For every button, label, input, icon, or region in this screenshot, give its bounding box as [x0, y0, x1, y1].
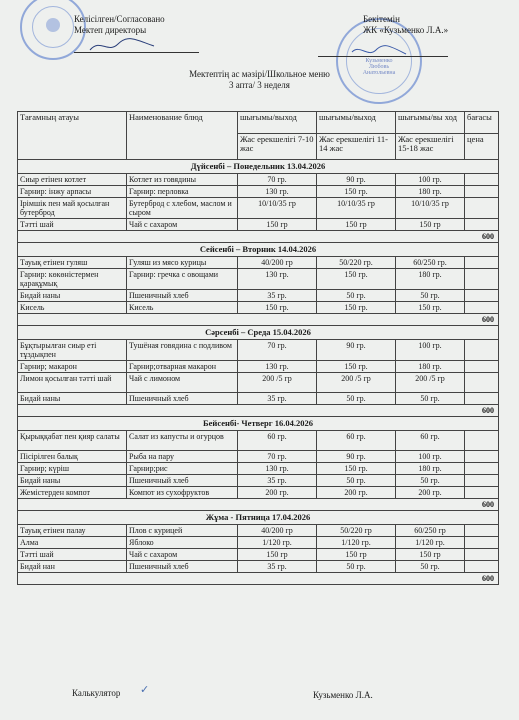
- portion-15-18: 180 гр.: [396, 269, 465, 290]
- day-title: Сейсенбі – Вторник 14.04.2026: [18, 243, 499, 257]
- table-row: [18, 174, 499, 186]
- dish-name-kz: Гарнир: көкөністермен қарақұмық: [18, 269, 127, 290]
- day-total-price: 600: [18, 499, 499, 511]
- price-cell: [465, 373, 499, 393]
- portion-7-10: 10/10/35 гр: [238, 198, 317, 219]
- dish-name-kz: Ірімшік пен май қосылған бутерброд: [18, 198, 127, 219]
- portion-11-14: 50 гр.: [317, 561, 396, 573]
- portion-7-10: 130 гр.: [238, 463, 317, 475]
- table-row: [18, 463, 499, 475]
- portion-7-10: 130 гр.: [238, 269, 317, 290]
- dish-name-kz: Жемістерден компот: [18, 487, 127, 499]
- dish-name-kz: Лимон қосылған тәтті шай: [18, 373, 127, 393]
- dish-name-ru: Чай с сахаром: [127, 549, 238, 561]
- portion-7-10: 35 гр.: [238, 475, 317, 487]
- approver-signature: [350, 42, 410, 60]
- portion-7-10: 60 гр.: [238, 431, 317, 451]
- portion-15-18: 150 гр: [396, 219, 465, 231]
- day-total-row: [18, 314, 499, 326]
- table-row: [18, 393, 499, 405]
- table-row: [18, 451, 499, 463]
- table-row: [18, 186, 499, 198]
- price-cell: [465, 361, 499, 373]
- dish-name-ru: Чай с лимоном: [127, 373, 238, 393]
- portion-15-18: 150 гр: [396, 549, 465, 561]
- price-cell: [465, 257, 499, 269]
- director-signature: [88, 36, 158, 56]
- dish-name-kz: Тауық етінен палау: [18, 525, 127, 537]
- day-total-row: [18, 231, 499, 243]
- day-title: Сәрсенбі – Среда 15.04.2026: [18, 326, 499, 340]
- table-row: [18, 219, 499, 231]
- dish-name-ru: Бутерброд с хлебом, маслом и сыром: [127, 198, 238, 219]
- portion-15-18: 100 гр.: [396, 451, 465, 463]
- table-row: [18, 525, 499, 537]
- price-cell: [465, 487, 499, 499]
- day-header-row: [18, 160, 499, 174]
- portion-11-14: 200 гр.: [317, 487, 396, 499]
- menu-table: [17, 111, 499, 585]
- dish-name-kz: Сиыр етінен котлет: [18, 174, 127, 186]
- school-director-label: Мектеп директоры: [74, 25, 147, 35]
- day-total-row: [18, 405, 499, 417]
- table-row: [18, 269, 499, 290]
- dish-name-kz: Бидай нан: [18, 561, 127, 573]
- dish-name-ru: Гарнир: перловка: [127, 186, 238, 198]
- day-total-price: 600: [18, 573, 499, 585]
- approve-label: Бекітемін: [363, 14, 400, 24]
- portion-7-10: 1/120 гр.: [238, 537, 317, 549]
- dish-name-kz: Кисель: [18, 302, 127, 314]
- checkmark-icon: ✓: [140, 684, 150, 696]
- portion-11-14: 50 гр.: [317, 393, 396, 405]
- price-cell: [465, 451, 499, 463]
- price-cell: [465, 537, 499, 549]
- entrepreneur-label: ЖК «Кузьменко Л.А.»: [363, 25, 449, 35]
- dish-name-ru: Компот из сухофруктов: [127, 487, 238, 499]
- portion-7-10: 40/200 гр: [238, 525, 317, 537]
- table-row: [18, 290, 499, 302]
- portion-15-18: 100 гр.: [396, 174, 465, 186]
- table-row: [18, 361, 499, 373]
- dish-name-ru: Пшеничный хлеб: [127, 475, 238, 487]
- price-cell: [465, 219, 499, 231]
- portion-11-14: 90 гр.: [317, 451, 396, 463]
- table-row: [18, 475, 499, 487]
- portion-7-10: 70 гр.: [238, 340, 317, 361]
- price-cell: [465, 475, 499, 487]
- portion-15-18: 200 /5 гр: [396, 373, 465, 393]
- portion-11-14: 150 гр.: [317, 463, 396, 475]
- menu-table-body: [18, 160, 499, 585]
- portion-11-14: 50/220 гр: [317, 525, 396, 537]
- table-row: [18, 373, 499, 393]
- portion-15-18: 1/120 гр.: [396, 537, 465, 549]
- portion-11-14: 10/10/35 гр: [317, 198, 396, 219]
- portion-11-14: 150 гр: [317, 219, 396, 231]
- portion-7-10: 150 гр: [238, 219, 317, 231]
- dish-name-ru: Котлет из говядины: [127, 174, 238, 186]
- dish-name-kz: Тәтті шай: [18, 219, 127, 231]
- header-age-11-14: Жас ерекшелігі 11-14 жас: [317, 134, 396, 160]
- day-total-price: 600: [18, 231, 499, 243]
- dish-name-ru: Чай с сахаром: [127, 219, 238, 231]
- stamp-owner-line1: Кузьменко: [365, 58, 393, 64]
- portion-7-10: 70 гр.: [238, 451, 317, 463]
- portion-15-18: 50 гр.: [396, 290, 465, 302]
- dish-name-kz: Бидай наны: [18, 290, 127, 302]
- price-cell: [465, 174, 499, 186]
- dish-name-ru: Яблоко: [127, 537, 238, 549]
- dish-name-kz: Гарнир: інжу арпасы: [18, 186, 127, 198]
- portion-11-14: 150 гр.: [317, 186, 396, 198]
- table-row: [18, 302, 499, 314]
- table-row: [18, 537, 499, 549]
- dish-name-kz: Бұқтырылған сиыр еті тұздықпен: [18, 340, 127, 361]
- footer-signatory: Кузьменко Л.А.: [313, 690, 373, 700]
- price-cell: [465, 290, 499, 302]
- day-title: Жұма - Пятница 17.04.2026: [18, 511, 499, 525]
- menu-title-line2: 3 апта/ 3 неделя: [229, 80, 290, 90]
- header-price-ru: цена: [465, 134, 499, 160]
- header-output-1: шығымы/выход: [238, 112, 317, 134]
- header-output-3: шығымы/вы ход: [396, 112, 465, 134]
- portion-11-14: 50 гр.: [317, 290, 396, 302]
- dish-name-ru: Пшеничный хлеб: [127, 393, 238, 405]
- dish-name-kz: Алма: [18, 537, 127, 549]
- portion-15-18: 50 гр.: [396, 475, 465, 487]
- header-age-7-10: Жас ерекшелігі 7-10 жас: [238, 134, 317, 160]
- table-row: [18, 487, 499, 499]
- price-cell: [465, 463, 499, 475]
- header-age-15-18: Жас ерекшелігі 15-18 жас: [396, 134, 465, 160]
- dish-name-kz: Бидай наны: [18, 393, 127, 405]
- portion-15-18: 150 гр.: [396, 302, 465, 314]
- menu-title: [0, 69, 519, 91]
- table-row: [18, 340, 499, 361]
- portion-15-18: 50 гр.: [396, 561, 465, 573]
- portion-11-14: 150 гр.: [317, 269, 396, 290]
- day-header-row: [18, 511, 499, 525]
- portion-15-18: 50 гр.: [396, 393, 465, 405]
- day-title: Бейсенбі- Четверг 16.04.2026: [18, 417, 499, 431]
- dish-name-ru: Салат из капусты и огурцов: [127, 431, 238, 451]
- portion-11-14: 150 гр.: [317, 302, 396, 314]
- portion-15-18: 180 гр.: [396, 186, 465, 198]
- table-row: [18, 549, 499, 561]
- dish-name-ru: Гарнир: гречка с овощами: [127, 269, 238, 290]
- header-name-kz: Тағамның атауы: [18, 112, 127, 160]
- price-cell: [465, 549, 499, 561]
- price-cell: [465, 198, 499, 219]
- table-row: [18, 431, 499, 451]
- price-cell: [465, 525, 499, 537]
- portion-15-18: 180 гр.: [396, 463, 465, 475]
- portion-7-10: 35 гр.: [238, 561, 317, 573]
- portion-11-14: 90 гр.: [317, 174, 396, 186]
- portion-11-14: 50/220 гр.: [317, 257, 396, 269]
- agreed-label: Келісілген/Согласовано: [74, 14, 165, 24]
- price-cell: [465, 431, 499, 451]
- portion-15-18: 100 гр.: [396, 340, 465, 361]
- price-cell: [465, 340, 499, 361]
- portion-15-18: 200 гр.: [396, 487, 465, 499]
- dish-name-ru: Гарнир;рис: [127, 463, 238, 475]
- dish-name-kz: Тәтті шай: [18, 549, 127, 561]
- dish-name-kz: Тауық етінен гуляш: [18, 257, 127, 269]
- portion-15-18: 10/10/35 гр: [396, 198, 465, 219]
- portion-11-14: 150 гр.: [317, 361, 396, 373]
- day-total-price: 600: [18, 314, 499, 326]
- dish-name-ru: Плов с курицей: [127, 525, 238, 537]
- day-total-row: [18, 499, 499, 511]
- portion-11-14: 90 гр.: [317, 340, 396, 361]
- price-cell: [465, 302, 499, 314]
- menu-title-line1: Мектептің ас мәзірі/Школьное меню: [189, 69, 330, 79]
- footer-calculator: Калькулятор: [72, 688, 121, 698]
- portion-7-10: 70 гр.: [238, 174, 317, 186]
- portion-7-10: 40/200 гр: [238, 257, 317, 269]
- table-row: [18, 561, 499, 573]
- approval-right-block: [363, 14, 448, 36]
- header-price: бағасы: [465, 112, 499, 134]
- dish-name-ru: Рыба на пару: [127, 451, 238, 463]
- portion-7-10: 200 /5 гр: [238, 373, 317, 393]
- stamp-owner-line3: Анатольевна: [362, 70, 396, 76]
- day-total-row: [18, 573, 499, 585]
- table-row: [18, 257, 499, 269]
- day-total-price: 600: [18, 405, 499, 417]
- dish-name-ru: Гарнир;отварная макарон: [127, 361, 238, 373]
- portion-7-10: 35 гр.: [238, 393, 317, 405]
- approval-left-block: [74, 14, 165, 36]
- dish-name-kz: Бидай наны: [18, 475, 127, 487]
- day-header-row: [18, 243, 499, 257]
- header-output-2: шығымы/выход: [317, 112, 396, 134]
- price-cell: [465, 393, 499, 405]
- day-header-row: [18, 417, 499, 431]
- dish-name-ru: Кисель: [127, 302, 238, 314]
- price-cell: [465, 269, 499, 290]
- portion-11-14: 1/120 гр.: [317, 537, 396, 549]
- portion-11-14: 150 гр: [317, 549, 396, 561]
- dish-name-ru: Пшеничный хлеб: [127, 561, 238, 573]
- portion-7-10: 130 гр.: [238, 186, 317, 198]
- portion-11-14: 50 гр.: [317, 475, 396, 487]
- dish-name-ru: Пшеничный хлеб: [127, 290, 238, 302]
- portion-15-18: 60 гр.: [396, 431, 465, 451]
- day-header-row: [18, 326, 499, 340]
- dish-name-kz: Гарнир; күріш: [18, 463, 127, 475]
- portion-7-10: 35 гр.: [238, 290, 317, 302]
- dish-name-ru: Тушёная говядина с подливом: [127, 340, 238, 361]
- portion-7-10: 200 гр.: [238, 487, 317, 499]
- dish-name-ru: Гуляш из мясо курицы: [127, 257, 238, 269]
- table-row: [18, 198, 499, 219]
- portion-15-18: 180 гр.: [396, 361, 465, 373]
- dish-name-kz: Қырыққабат пен қияр салаты: [18, 431, 127, 451]
- dish-name-kz: Гарнир; макарон: [18, 361, 127, 373]
- portion-11-14: 60 гр.: [317, 431, 396, 451]
- day-title: Дүйсенбі – Понедельник 13.04.2026: [18, 160, 499, 174]
- price-cell: [465, 561, 499, 573]
- header-name-ru: Наименование блюд: [127, 112, 238, 160]
- portion-7-10: 150 гр.: [238, 302, 317, 314]
- portion-11-14: 200 /5 гр: [317, 373, 396, 393]
- portion-15-18: 60/250 гр.: [396, 257, 465, 269]
- price-cell: [465, 186, 499, 198]
- portion-7-10: 150 гр: [238, 549, 317, 561]
- dish-name-kz: Пісірілген балық: [18, 451, 127, 463]
- stamp-owner-line2: Любовь: [368, 64, 390, 70]
- portion-7-10: 130 гр.: [238, 361, 317, 373]
- portion-15-18: 60/250 гр: [396, 525, 465, 537]
